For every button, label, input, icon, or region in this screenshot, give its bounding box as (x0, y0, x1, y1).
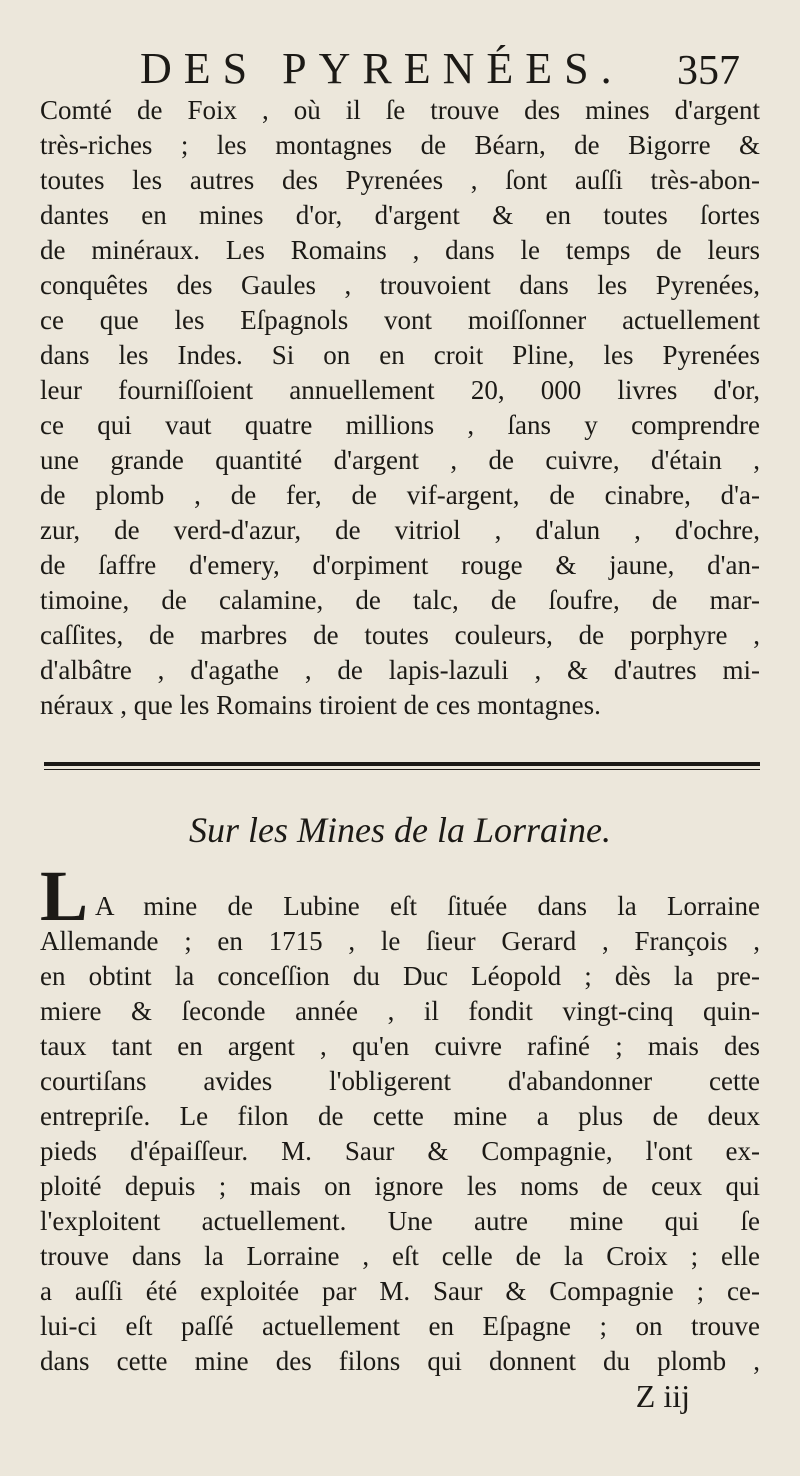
text-line: caſſites, de marbres de toutes couleurs, de porphyre , (40, 620, 760, 650)
text-line: A mine de Lubine eſt ſituée dans la Lorraine (95, 891, 760, 921)
text-line: courtiſans avides l'obligerent d'abandonner cette (40, 1066, 760, 1096)
text-line: pieds d'épaiſſeur. M. Saur & Compagnie, l'ont ex- (40, 1136, 760, 1166)
page-header (60, 44, 760, 94)
text-line: néraux , que les Romains tiroient de ces montagnes. (40, 690, 601, 720)
text-line: toutes les autres des Pyrenées , ſont auſſi très-abon- (40, 165, 760, 195)
text-line: une grande quantité d'argent , de cuivre, d'étain , (40, 445, 760, 475)
text-line: lui-ci eſt paſſé actuellement en Eſpagne ; on trouve (40, 1311, 760, 1341)
text-line: Allemande ; en 1715 , le ſieur Gerard , François , (40, 926, 760, 956)
text-line: timoine, de calamine, de talc, de ſoufre, de mar- (40, 585, 760, 615)
text-line: en obtint la conceſſion du Duc Léopold ; dès la pre- (40, 961, 760, 991)
section-title: Sur les Mines de la Lorraine. (189, 810, 611, 850)
text-line: ce qui vaut quatre millions , ſans y comprendre (40, 410, 760, 440)
text-line: ce que les Eſpagnols vont moiſſonner actuellement (40, 305, 760, 335)
text-line: dans les Indes. Si on en croit Pline, les Pyrenées (40, 340, 760, 370)
text-line: de minéraux. Les Romains , dans le temps de leurs (40, 235, 760, 265)
text-line: dantes en mines d'or, d'argent & en toutes ſortes (40, 200, 760, 230)
divider-thin-rule (44, 769, 760, 770)
paragraph-pyrenees (40, 93, 760, 723)
text-line: ploité depuis ; mais on ignore les noms de ceux qui (40, 1171, 760, 1201)
text-line: trouve dans la Lorraine , eſt celle de la Croix ; elle (40, 1241, 760, 1271)
text-line: entrepriſe. Le filon de cette mine a plus de deux (40, 1101, 760, 1131)
text-line: a auſſi été exploitée par M. Saur & Compagnie ; ce- (40, 1276, 760, 1306)
text-line: dans cette mine des filons qui donnent du plomb , (40, 1346, 760, 1376)
page-number: 357 (677, 48, 740, 94)
text-line: conquêtes des Gaules , trouvoient dans les Pyrenées, (40, 270, 760, 300)
text-line: d'albâtre , d'agathe , de lapis-lazuli , & d'autres mi- (40, 655, 760, 685)
text-line: zur, de verd-d'azur, de vitriol , d'alun , d'ochre, (40, 515, 760, 545)
divider-thick-rule (44, 762, 760, 766)
text-line: Comté de Foix , où il ſe trouve des mines d'argent (40, 95, 760, 125)
running-head: DES PYRENÉES. (140, 44, 624, 93)
text-line: miere & ſeconde année , il fondit vingt-cinq quin- (40, 996, 760, 1026)
text-line: taux tant en argent , qu'en cuivre rafiné ; mais des (40, 1031, 760, 1061)
section-divider (44, 762, 760, 772)
text-line: très-riches ; les montagnes de Béarn, de Bigorre & (40, 130, 760, 160)
signature-mark: Z iij (635, 1378, 690, 1414)
text-line: de ſaffre d'emery, d'orpiment rouge & jaune, d'an- (40, 550, 760, 580)
text-line: leur fourniſſoient annuellement 20, 000 livres d'or, (40, 375, 760, 405)
text-line: de plomb , de fer, de vif-argent, de cinabre, d'a- (40, 480, 760, 510)
paragraph-lorraine (40, 889, 760, 1379)
text-line: l'exploitent actuellement. Une autre mine qui ſe (40, 1206, 760, 1236)
drop-cap: L (40, 856, 89, 936)
